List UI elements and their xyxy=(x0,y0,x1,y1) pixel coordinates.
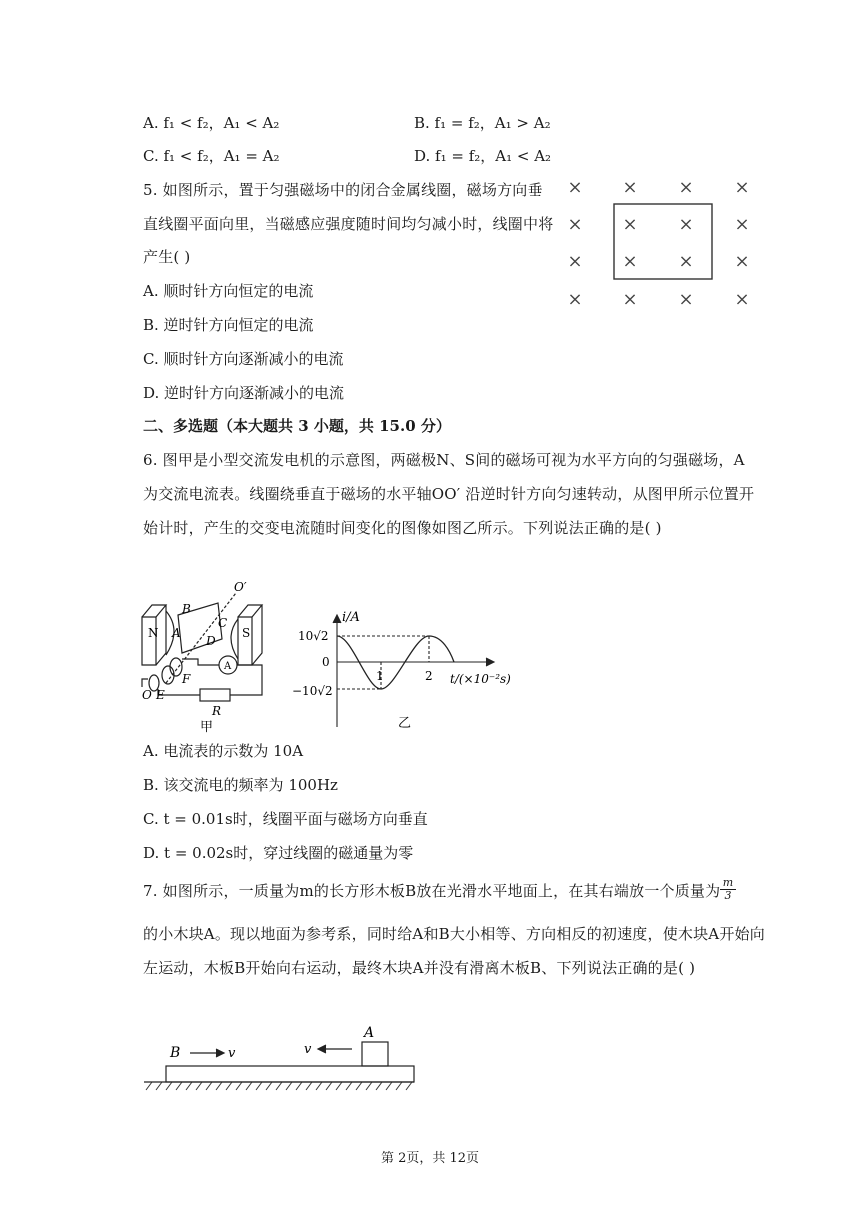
field-cross: × xyxy=(567,177,583,198)
q6-line-3: 始计时，产生的交变电流随时间变化的图像如图乙所示。下列说法正确的是( ) xyxy=(143,519,662,537)
label-velocity-a: v xyxy=(304,1042,312,1057)
y-tick-top: 10√2 xyxy=(298,629,329,643)
field-cross: × xyxy=(622,177,638,198)
ammeter-label: A xyxy=(224,661,232,672)
field-cross: × xyxy=(678,289,694,310)
q5-line-1: 5. 如图所示，置于匀强磁场中的闭合金属线圈，磁场方向垂 xyxy=(143,181,543,199)
q7-line-3: 左运动，木板B开始向右运动，最终木块A并没有滑离木板B、下列说法正确的是( ) xyxy=(143,959,696,977)
label-c: C xyxy=(218,616,228,630)
q5-option-d: D. 逆时针方向逐渐减小的电流 xyxy=(143,384,345,402)
label-a: A xyxy=(172,626,181,640)
field-cross: × xyxy=(678,251,694,272)
generator-figure xyxy=(138,575,278,735)
label-f: F xyxy=(182,672,191,686)
field-cross: × xyxy=(622,289,638,310)
field-cross: × xyxy=(734,177,750,198)
q5-option-b: B. 逆时针方向恒定的电流 xyxy=(143,316,314,334)
label-board-b: B xyxy=(170,1045,181,1061)
field-cross: × xyxy=(678,177,694,198)
fraction-numerator: m xyxy=(722,876,734,889)
board-b xyxy=(166,1066,414,1082)
y-tick-zero: 0 xyxy=(322,655,330,669)
q6-line-1: 6. 图甲是小型交流发电机的示意图，两磁极N、S间的磁场可视为水平方向的匀强磁场，A xyxy=(143,451,745,469)
q5-option-a: A. 顺时针方向恒定的电流 xyxy=(143,282,314,300)
fraction-denominator: 3 xyxy=(720,889,736,902)
y-tick-bottom: −10√2 xyxy=(292,684,333,698)
y-axis-label: i/A xyxy=(342,610,360,625)
q5-field-figure xyxy=(560,172,760,312)
section-heading: 二、多选题（本大题共 3 小题，共 15.0 分） xyxy=(143,417,451,435)
field-cross: × xyxy=(734,289,750,310)
label-o: O xyxy=(142,688,152,702)
label-block-a: A xyxy=(364,1025,375,1041)
x-tick-2: 2 xyxy=(425,669,433,683)
label-r: R xyxy=(212,704,222,718)
field-cross: × xyxy=(567,289,583,310)
label-d: D xyxy=(206,634,216,648)
q6-line-2: 为交流电流表。线圈绕垂直于磁场的水平轴OO′ 沿逆时针方向匀速转动，从图甲所示位置开 xyxy=(143,485,755,503)
field-cross: × xyxy=(622,251,638,272)
label-o-prime: O′ xyxy=(234,580,247,594)
page-footer: 第 2页，共 12页 xyxy=(380,1151,480,1166)
q7-fraction xyxy=(720,877,736,902)
q7-line-2: 的小木块A。现以地面为参考系，同时给A和B大小相等、方向相反的初速度，使木块A开始向 xyxy=(143,925,765,943)
q7-line-1: 7. 如图所示，一质量为m的长方形木板B放在光滑水平地面上，在其右端放一个质量为 xyxy=(143,882,721,900)
board-block-figure xyxy=(140,1020,420,1100)
x-tick-1: 1 xyxy=(376,669,384,683)
q6-option-a: A. 电流表的示数为 10A xyxy=(143,742,304,760)
field-cross: × xyxy=(734,214,750,235)
q5-line-2: 直线圈平面向里，当磁感应强度随时间均匀减小时，线圈中将 xyxy=(143,215,554,233)
label-n: N xyxy=(148,626,159,640)
label-b: B xyxy=(182,602,191,616)
field-cross: × xyxy=(567,251,583,272)
field-cross: × xyxy=(622,214,638,235)
q5-line-3: 产生( ) xyxy=(143,248,191,266)
q6-option-c: C. t = 0.01s时，线圈平面与磁场方向垂直 xyxy=(143,810,428,828)
field-cross: × xyxy=(567,214,583,235)
x-axis-label: t/(×10⁻²s) xyxy=(450,672,511,686)
q5-option-c: C. 顺时针方向逐渐减小的电流 xyxy=(143,350,344,368)
q4-option-b: B. f₁ = f₂，A₁ > A₂ xyxy=(414,114,551,132)
label-e: E xyxy=(156,688,165,702)
figure-caption-yi: 乙 xyxy=(398,716,412,731)
label-velocity-b: v xyxy=(228,1046,236,1061)
current-time-graph xyxy=(292,607,532,737)
block-a xyxy=(362,1042,388,1066)
field-cross: × xyxy=(734,251,750,272)
figure-caption-jia: 甲 xyxy=(200,720,214,735)
q4-option-c: C. f₁ < f₂，A₁ = A₂ xyxy=(143,147,280,165)
q6-option-d: D. t = 0.02s时，穿过线圈的磁通量为零 xyxy=(143,844,414,862)
q4-option-d: D. f₁ = f₂，A₁ < A₂ xyxy=(414,147,552,165)
label-s: S xyxy=(242,626,251,640)
q6-option-b: B. 该交流电的频率为 100Hz xyxy=(143,776,338,794)
field-cross: × xyxy=(678,214,694,235)
q4-option-a: A. f₁ < f₂，A₁ < A₂ xyxy=(143,114,280,132)
